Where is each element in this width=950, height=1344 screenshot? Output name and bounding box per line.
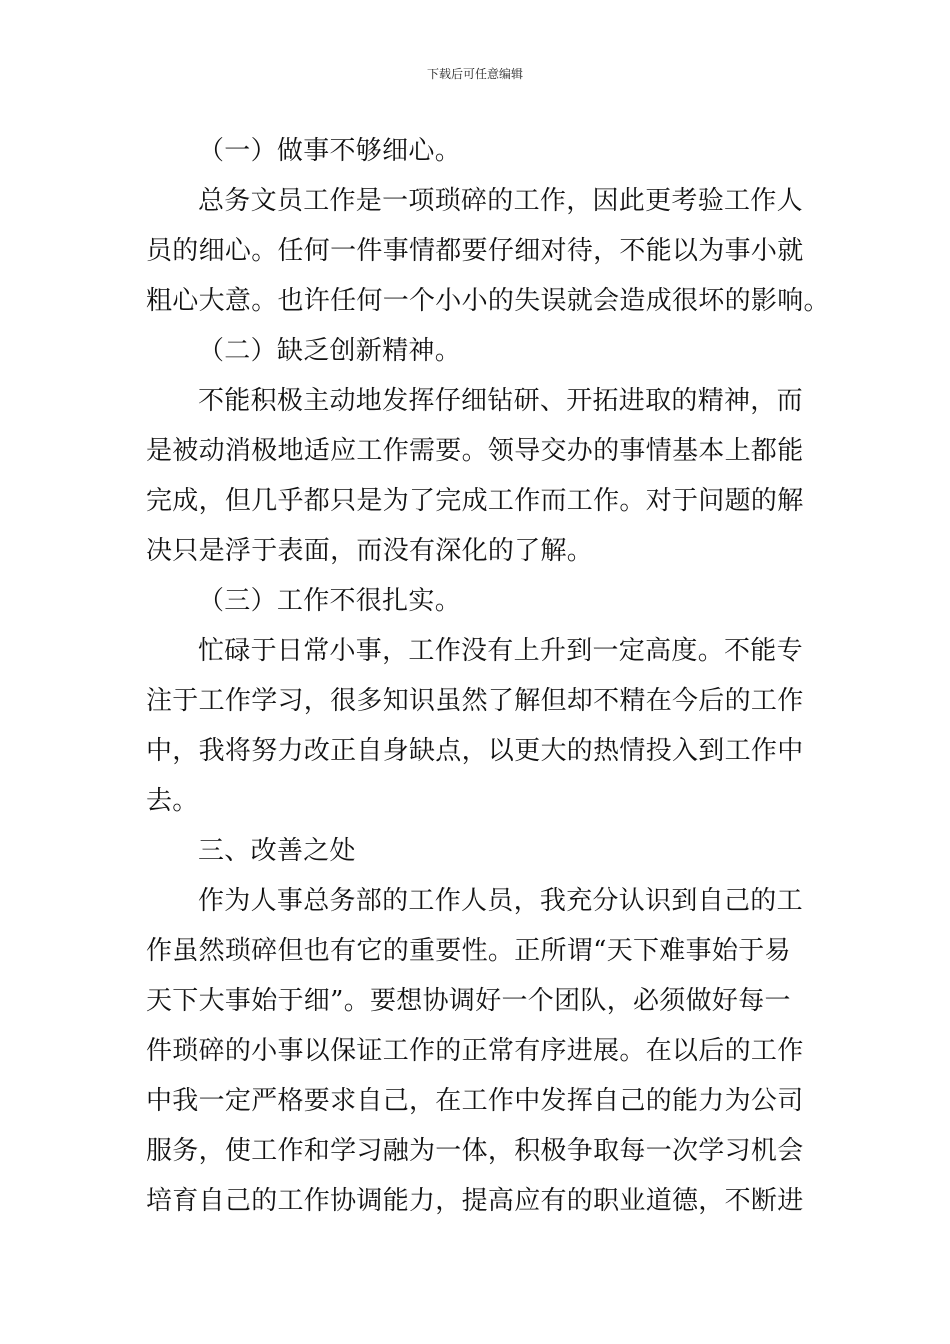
paragraph-line: 注于工作学习，很多知识虽然了解但却不精在今后的工作 <box>146 686 804 716</box>
document-body <box>146 126 830 1226</box>
section-heading: （一）做事不够细心。 <box>198 136 462 166</box>
paragraph-line: 忙碌于日常小事，工作没有上升到一定高度。不能专 <box>198 636 803 666</box>
section-heading: （二）缺乏创新精神。 <box>198 336 462 366</box>
paragraph-line: 粗心大意。也许任何一个小小的失误就会造成很坏的影响。 <box>146 286 830 316</box>
paragraph-line: 天下大事始于细”。要想协调好一个团队，必须做好每一 <box>146 986 791 1016</box>
section-heading: （三）工作不很扎实。 <box>198 586 462 616</box>
paragraph-line: 服务，使工作和学习融为一体，积极争取每一次学习机会 <box>146 1136 804 1166</box>
paragraph-line: 员的细心。任何一件事情都要仔细对待，不能以为事小就 <box>146 236 804 266</box>
paragraph-line: 完成，但几乎都只是为了完成工作而工作。对于问题的解 <box>146 486 804 516</box>
page-header-note: 下载后可任意编辑 <box>426 67 523 81</box>
paragraph-line: 中，我将努力改正自身缺点，以更大的热情投入到工作中 <box>146 736 804 766</box>
paragraph-line: 是被动消极地适应工作需要。领导交办的事情基本上都能 <box>146 436 804 466</box>
paragraph-line: 作为人事总务部的工作人员，我充分认识到自己的工 <box>198 886 803 916</box>
paragraph-line: 不能积极主动地发挥仔细钻研、开拓进取的精神，而 <box>198 386 803 416</box>
paragraph-line: 中我一定严格要求自己，在工作中发挥自己的能力为公司 <box>146 1086 804 1116</box>
paragraph-line: 决只是浮于表面，而没有深化的了解。 <box>146 536 594 566</box>
section-heading: 三、改善之处 <box>198 836 356 866</box>
paragraph-line: 培育自己的工作协调能力，提高应有的职业道德，不断进 <box>146 1186 804 1216</box>
paragraph-line: 作虽然琐碎但也有它的重要性。正所谓“天下难事始于易 <box>146 936 791 966</box>
paragraph-line: 件琐碎的小事以保证工作的正常有序进展。在以后的工作 <box>146 1036 804 1066</box>
paragraph-line: 去。 <box>146 786 199 816</box>
paragraph-line: 总务文员工作是一项琐碎的工作，因此更考验工作人 <box>198 186 803 216</box>
